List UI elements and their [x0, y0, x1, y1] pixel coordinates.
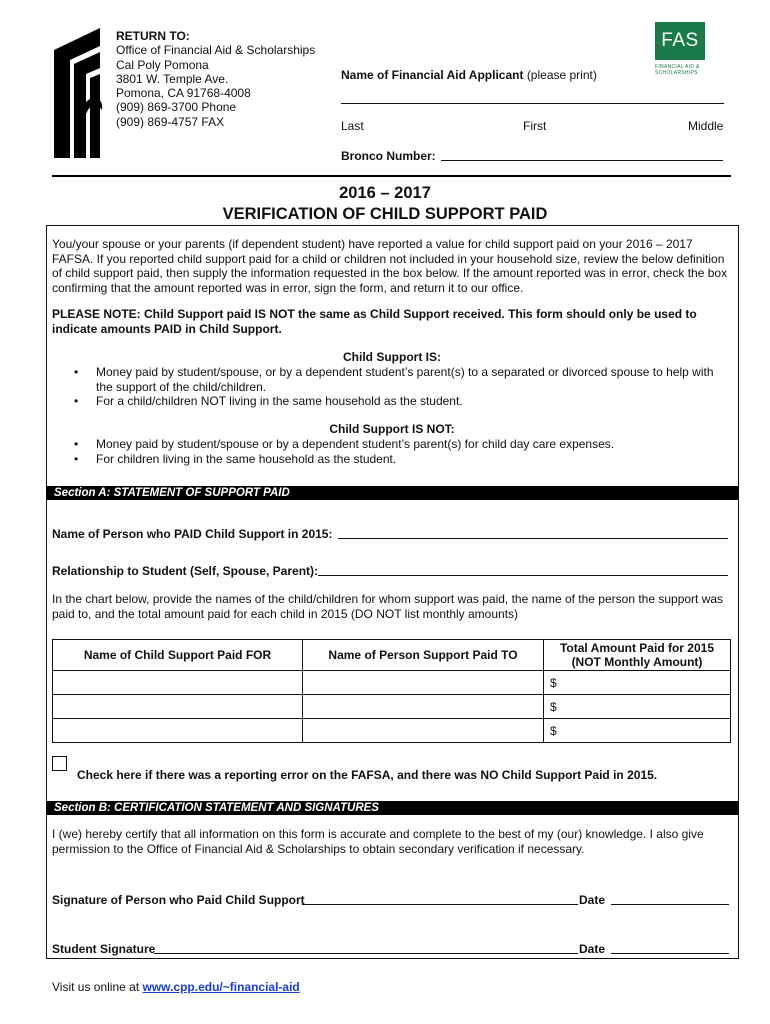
person-paid-to-cell[interactable] [303, 695, 544, 719]
applicant-hint: (please print) [526, 68, 597, 82]
table-header-row [53, 640, 731, 671]
bronco-number-field[interactable] [441, 160, 723, 161]
intro-paragraph: You/your spouse or your parents (if dependent student) have reported a value for child support paid on your 2016 – 2017 FAFSA. If you reported child support paid for a child or children not included in your household size, review the below definition of child support paid, then supply the information requested in the box below. If the amount reported was in error, check the box confirming that the amount reported was in error, sign the form, and return it to our office. [52, 237, 728, 295]
section-b-bar: Section B: CERTIFICATION STATEMENT AND SIGNATURES [46, 801, 739, 815]
child-support-isnot-heading: Child Support IS NOT: [329, 422, 455, 436]
student-signature-label: Student Signature [52, 942, 156, 956]
child-name-cell[interactable] [53, 695, 303, 719]
return-to-heading: RETURN TO: [116, 29, 190, 43]
payer-signature-label: Signature of Person who Paid Child Support [52, 893, 305, 907]
child-name-cell[interactable] [53, 719, 303, 743]
return-address-block [116, 29, 315, 129]
fas-logo [655, 22, 705, 82]
student-date-label: Date [579, 942, 606, 956]
payer-date-label: Date [579, 893, 606, 907]
section-a-bar: Section A: STATEMENT OF SUPPORT PAID [46, 486, 739, 500]
financial-aid-link[interactable]: www.cpp.edu/~financial-aid [142, 980, 300, 994]
table-row [53, 671, 731, 695]
address-line: (909) 869-4757 FAX [116, 114, 225, 129]
visit-text: Visit us online at [52, 980, 140, 994]
person-paid-to-cell[interactable] [303, 719, 544, 743]
relationship-field[interactable] [318, 575, 728, 576]
name-last-caption: Last [341, 119, 364, 133]
list-item: • For children living in the same household as the student. [52, 452, 722, 467]
list-item: • For a child/children NOT living in the same household as the student. [52, 394, 722, 409]
address-line: Pomona, CA 91768-4008 [116, 86, 251, 101]
person-paid-field[interactable] [338, 538, 728, 539]
amount-cell[interactable]: $ [544, 671, 731, 695]
header-divider [52, 175, 731, 177]
list-item: • Money paid by student/spouse, or by a dependent student’s parent(s) to a separated or divorced spouse to help with the support of the child/children. [52, 365, 722, 394]
child-support-table [52, 639, 731, 743]
child-name-cell[interactable] [53, 671, 303, 695]
applicant-name-label [341, 68, 597, 82]
cal-poly-pomona-logo [52, 28, 107, 158]
payer-signature-field[interactable] [302, 904, 578, 905]
header-total-amount: Total Amount Paid for 2015 (NOT Monthly Amount) [544, 640, 731, 671]
footer [52, 980, 300, 994]
fas-logo-box: FAS [655, 22, 705, 60]
no-support-paid-label: Check here if there was a reporting error on the FAFSA, and there was NO Child Support Paid in 2015. [77, 768, 658, 782]
amount-cell[interactable]: $ [544, 719, 731, 743]
table-row [53, 719, 731, 743]
student-signature-field[interactable] [154, 953, 578, 954]
table-row [53, 695, 731, 719]
form-title: VERIFICATION OF CHILD SUPPORT PAID [222, 205, 548, 223]
list-item: • Money paid by student/spouse or by a dependent student’s parent(s) for child day care expenses. [52, 437, 722, 452]
address-line: Office of Financial Aid & Scholarships [116, 43, 316, 58]
address-line: 3801 W. Temple Ave. [116, 71, 229, 86]
header-person-paid-to: Name of Person Support Paid TO [303, 640, 544, 671]
name-middle-caption: Middle [688, 119, 724, 133]
header-child-name: Name of Child Support Paid FOR [53, 640, 303, 671]
person-paid-label: Name of Person who PAID Child Support in 2015: [52, 527, 333, 541]
certification-text: I (we) hereby certify that all information on this form is accurate and complete to the best of my (our) knowledge. I also give permission to the Office of Financial Aid & Scholarships to obtain secondary verification if necessary. [52, 827, 704, 856]
child-support-isnot-list [52, 437, 722, 466]
amount-cell[interactable]: $ [544, 695, 731, 719]
bronco-number-label: Bronco Number: [341, 149, 436, 163]
name-first-caption: First [523, 119, 547, 133]
child-support-is-list [52, 365, 722, 409]
no-support-paid-checkbox[interactable] [52, 756, 67, 771]
person-paid-to-cell[interactable] [303, 671, 544, 695]
payer-date-field[interactable] [611, 904, 729, 905]
please-note: PLEASE NOTE: Child Support paid IS NOT the same as Child Support received. This form should only be used to indicate amounts PAID in Child Support. [52, 307, 697, 336]
address-line: Cal Poly Pomona [116, 57, 209, 72]
form-year: 2016 – 2017 [339, 184, 431, 202]
applicant-name-field[interactable] [341, 103, 724, 104]
child-support-is-heading: Child Support IS: [343, 350, 441, 364]
relationship-label: Relationship to Student (Self, Spouse, Parent): [52, 564, 319, 578]
student-date-field[interactable] [611, 953, 729, 954]
applicant-label-text: Name of Financial Aid Applicant [341, 68, 524, 82]
chart-instructions: In the chart below, provide the names of the child/children for whom support was paid, the name of the person the support was paid to, and the total amount paid for each child in 2015 (DO NOT list monthly amounts) [52, 592, 724, 621]
fas-logo-subtext: FINANCIAL AID & SCHOLARSHIPS [655, 64, 700, 76]
address-line: (909) 869-3700 Phone [116, 100, 237, 115]
